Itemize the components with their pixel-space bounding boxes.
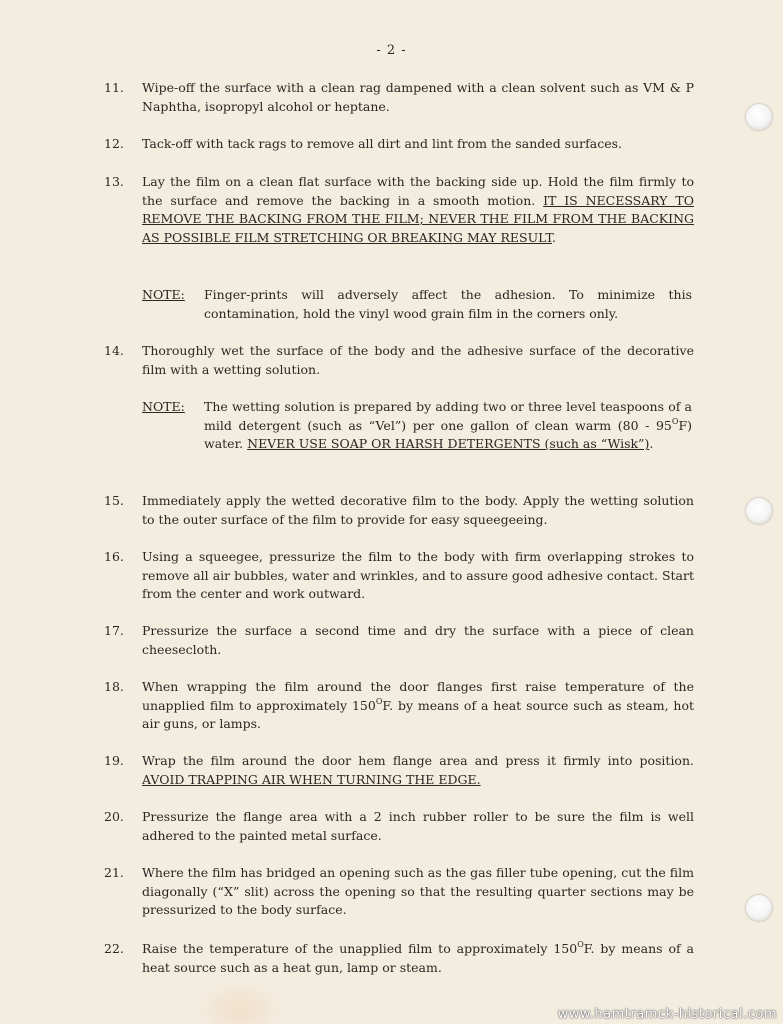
step-18 xyxy=(104,678,704,734)
step-15 xyxy=(104,492,704,529)
step-text: Pressurize the flange area with a 2 inch rubber roller to be sure the film is well adhered to the painted metal surface. xyxy=(142,809,694,843)
binder-hole xyxy=(746,498,772,524)
step-text: Immediately apply the wetted decorative film to the body. Apply the wetting solution to the outer surface of the film to provide for easy squeegeeing. xyxy=(142,493,694,527)
step-number: 13. xyxy=(104,174,124,189)
step-number: 19. xyxy=(104,753,124,768)
step-16 xyxy=(104,548,704,604)
note-label: NOTE: xyxy=(142,287,185,302)
step-text: Thoroughly wet the surface of the body and the adhesive surface of the decorative film with a wetting solution. xyxy=(142,343,694,377)
step-11 xyxy=(104,79,704,116)
step-19 xyxy=(104,752,704,789)
step-text: When wrapping the film around the door flanges first raise temperature of the unapplied film to approximately $150^OF$. by means of a heat source such as steam, hot air guns, or lamps. xyxy=(142,679,695,732)
step-13 xyxy=(104,173,704,247)
page-number: - 2 - xyxy=(376,43,407,58)
note-label: NOTE: xyxy=(142,399,185,414)
step-number: 22. xyxy=(104,941,124,956)
note-fingerprints xyxy=(142,286,702,323)
step-text: Where the film has bridged an opening such as the gas filler tube opening, cut the film diagonally (“X” slit) across the opening so that the resulting quarter sections may be pressurized to the body surface. xyxy=(142,865,694,918)
step-20 xyxy=(104,808,704,845)
step-text: Using a squeegee, pressurize the film to the body with firm overlapping strokes to remove all air bubbles, water and wrinkles, and to assure good adhesive contact. Start from the center and work outward. xyxy=(142,549,694,602)
step-number: 14. xyxy=(104,343,124,358)
step-number: 18. xyxy=(104,679,124,694)
step-number: 17. xyxy=(104,623,124,638)
note-text: Finger-prints will adversely affect the adhesion. To minimize this contamination, hold the vinyl wood grain film in the corners only. xyxy=(204,287,692,321)
step-number: 15. xyxy=(104,493,124,508)
step-text: Wrap the film around the door hem flange area and press it firmly into position. AVOID TRAPPING AIR WHEN TURNING THE EDGE. xyxy=(142,753,694,787)
step-12 xyxy=(104,135,704,154)
step-number: 11. xyxy=(104,80,124,95)
step-text: Wipe-off the surface with a clean rag dampened with a clean solvent such as VM & P Naphtha, isopropyl alcohol or heptane. xyxy=(142,80,694,114)
warning-text: IT IS NECESSARY TO REMOVE THE BACKING FROM THE FILM; NEVER THE FILM FROM THE BACKING AS POSSIBLE FILM STRETCHING OR BREAKING MAY RESULT xyxy=(142,192,694,245)
paper-stain xyxy=(195,979,285,1024)
note-wetting-solution xyxy=(142,398,702,454)
step-number: 16. xyxy=(104,549,124,564)
step-number: 21. xyxy=(104,865,124,880)
step-text: Pressurize the surface a second time and dry the surface with a piece of clean cheesecloth. xyxy=(142,623,694,657)
step-number: 12. xyxy=(104,136,124,151)
binder-hole xyxy=(746,895,772,921)
warning-text: AVOID TRAPPING AIR WHEN TURNING THE EDGE. xyxy=(142,771,481,787)
warning-text: NEVER USE SOAP OR HARSH DETERGENTS (such as “Wisk”) xyxy=(247,436,650,452)
step-17 xyxy=(104,622,704,659)
step-text: Raise the temperature of the unapplied film to approximately $150^OF$. by means of a heat source such as a heat gun, lamp or steam. xyxy=(142,940,694,975)
step-21 xyxy=(104,864,704,920)
binder-hole xyxy=(746,104,772,130)
step-22 xyxy=(104,940,704,977)
step-number: 20. xyxy=(104,809,124,824)
step-14 xyxy=(104,342,704,379)
step-text: Tack-off with tack rags to remove all dirt and lint from the sanded surfaces. xyxy=(142,136,622,151)
note-text: The wetting solution is prepared by adding two or three level teaspoons of a mild detergent (such as “Vel”) per one gallon of clean warm $(80 - 95^OF)$ water. NEVER USE SOAP OR HARSH DETERGENTS (such as “Wisk”). xyxy=(204,399,692,452)
watermark: www.hamtramck-historical.com xyxy=(557,1007,777,1022)
step-text: Lay the film on a clean flat surface with the backing side up. Hold the film firmly to the surface and remove the backing in a smooth motion. IT IS NECESSARY TO REMOVE THE BACKING FROM THE FILM; NEVER THE FILM FROM THE BACKING AS POSSIBLE FILM STRETCHING OR BREAKING MAY RESULT. xyxy=(142,174,694,245)
